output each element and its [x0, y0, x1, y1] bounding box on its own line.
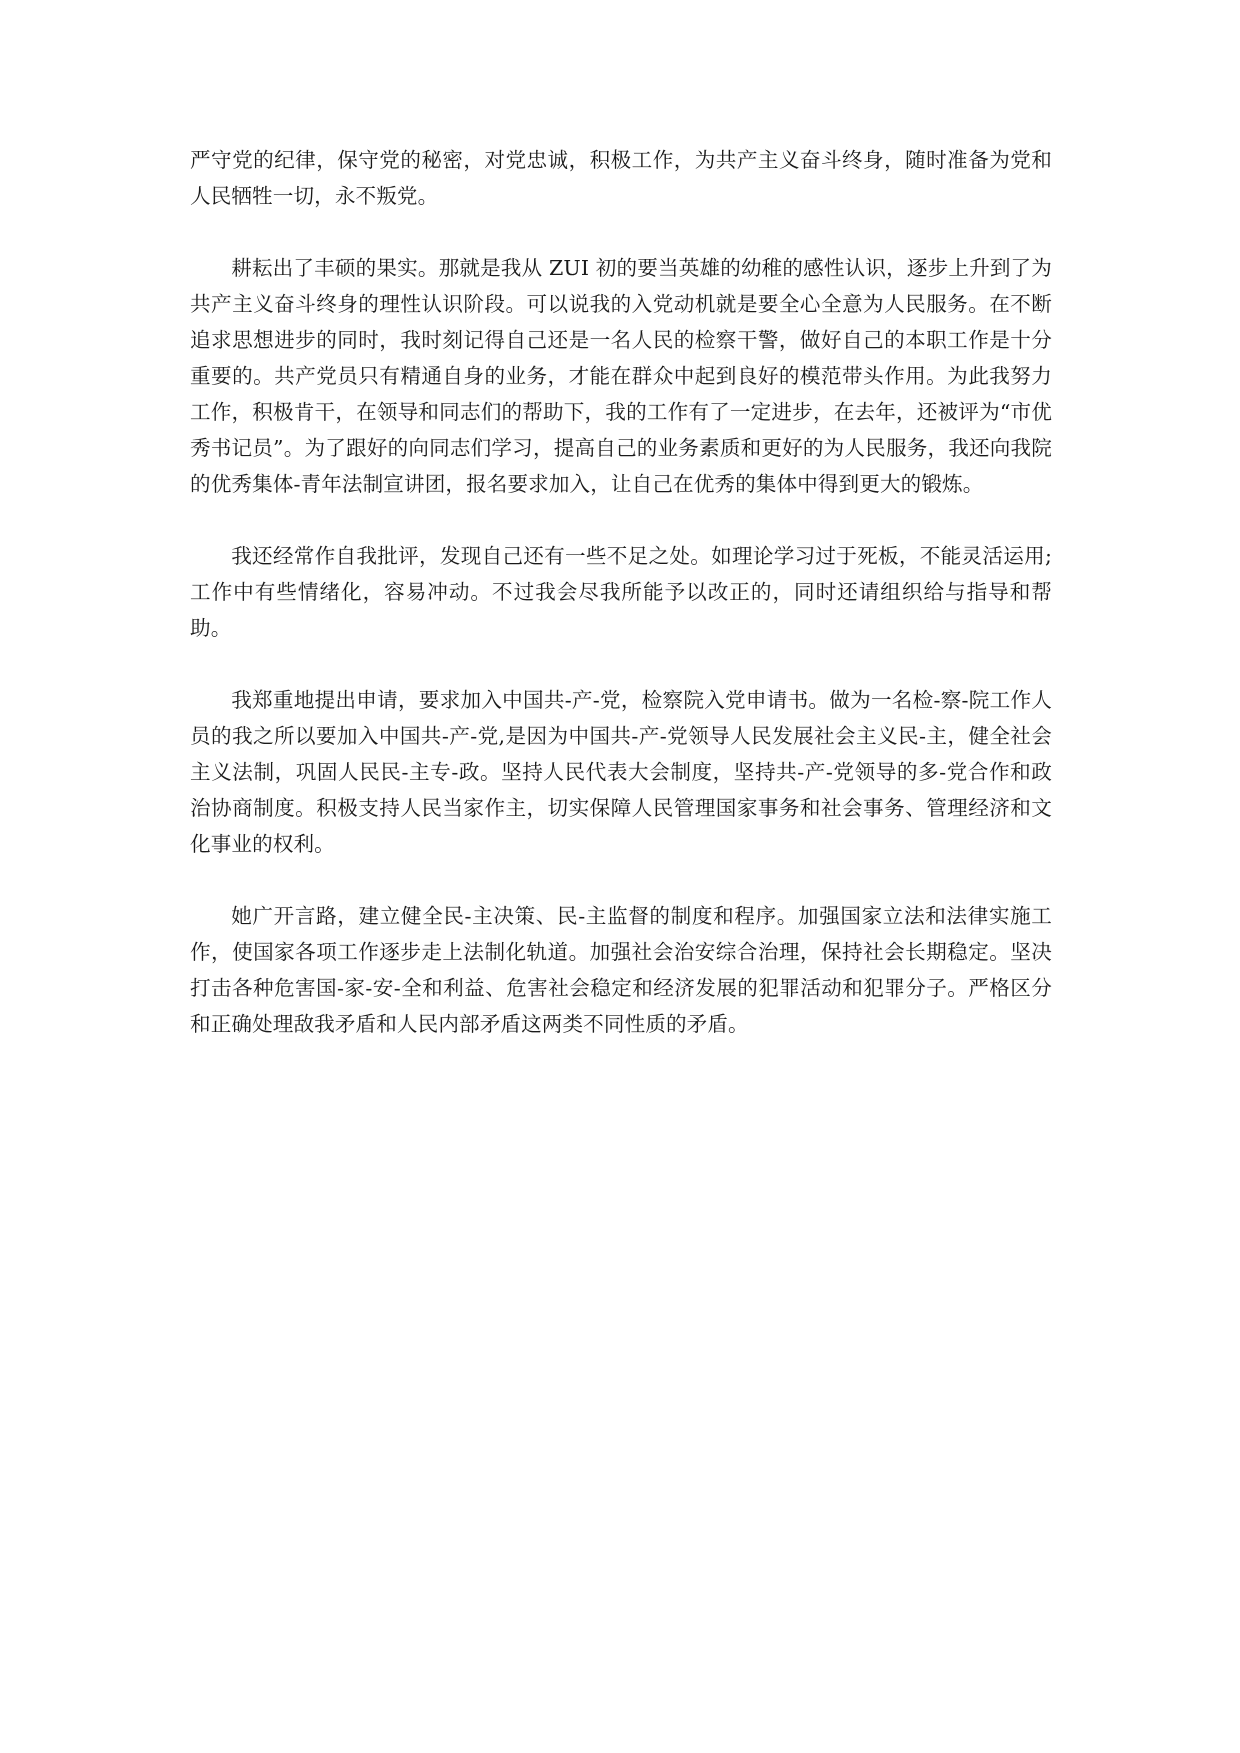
paragraph-application: 我郑重地提出申请，要求加入中国共-产-党，检察院入党申请书。做为一名检-察-院工作人员的我之所以要加入中国共-产-党,是因为中国共-产-党领导人民发展社会主义民-主，健全社会主义法制，巩固人民民-主专-政。坚持人民代表大会制度，坚持共-产-党领导的多-党合作和政治协商制度。积极支持人民当家作主，切实保障人民管理国家事务和社会事务、管理经济和文化事业的权利。: [190, 688, 1052, 856]
paragraph-continuation: 严守党的纪律，保守党的秘密，对党忠诚，积极工作，为共产主义奋斗终身，随时准备为党和人民牺牲一切，永不叛党。: [190, 148, 1052, 208]
paragraph-self-criticism: 我还经常作自我批评，发现自己还有一些不足之处。如理论学习过于死板，不能灵活运用;工作中有些情绪化，容易冲动。不过我会尽我所能予以改正的，同时还请组织给与指导和帮助。: [190, 544, 1052, 640]
paragraph-achievements: 耕耘出了丰硕的果实。那就是我从 ZUI 初的要当英雄的幼稚的感性认识，逐步上升到了为共产主义奋斗终身的理性认识阶段。可以说我的入党动机就是要全心全意为人民服务。在不断追求思想进步的同时，我时刻记得自己还是一名人民的检察干警，做好自己的本职工作是十分重要的。共产党员只有精通自身的业务，才能在群众中起到良好的模范带头作用。为此我努力工作，积极肯干，在领导和同志们的帮助下，我的工作有了一定进步，在去年，还被评为“市优秀书记员”。为了跟好的向同志们学习，提高自己的业务素质和更好的为人民服务，我还向我院的优秀集体-青年法制宣讲团，报名要求加入，让自己在优秀的集体中得到更大的锻炼。: [190, 256, 1052, 496]
paragraph-rule-of-law: 她广开言路，建立健全民-主决策、民-主监督的制度和程序。加强国家立法和法律实施工作，使国家各项工作逐步走上法制化轨道。加强社会治安综合治理，保持社会长期稳定。坚决打击各种危害国-家-安-全和利益、危害社会稳定和经济发展的犯罪活动和犯罪分子。严格区分和正确处理敌我矛盾和人民内部矛盾这两类不同性质的矛盾。: [190, 904, 1052, 1036]
document-page: [190, 142, 1052, 1078]
